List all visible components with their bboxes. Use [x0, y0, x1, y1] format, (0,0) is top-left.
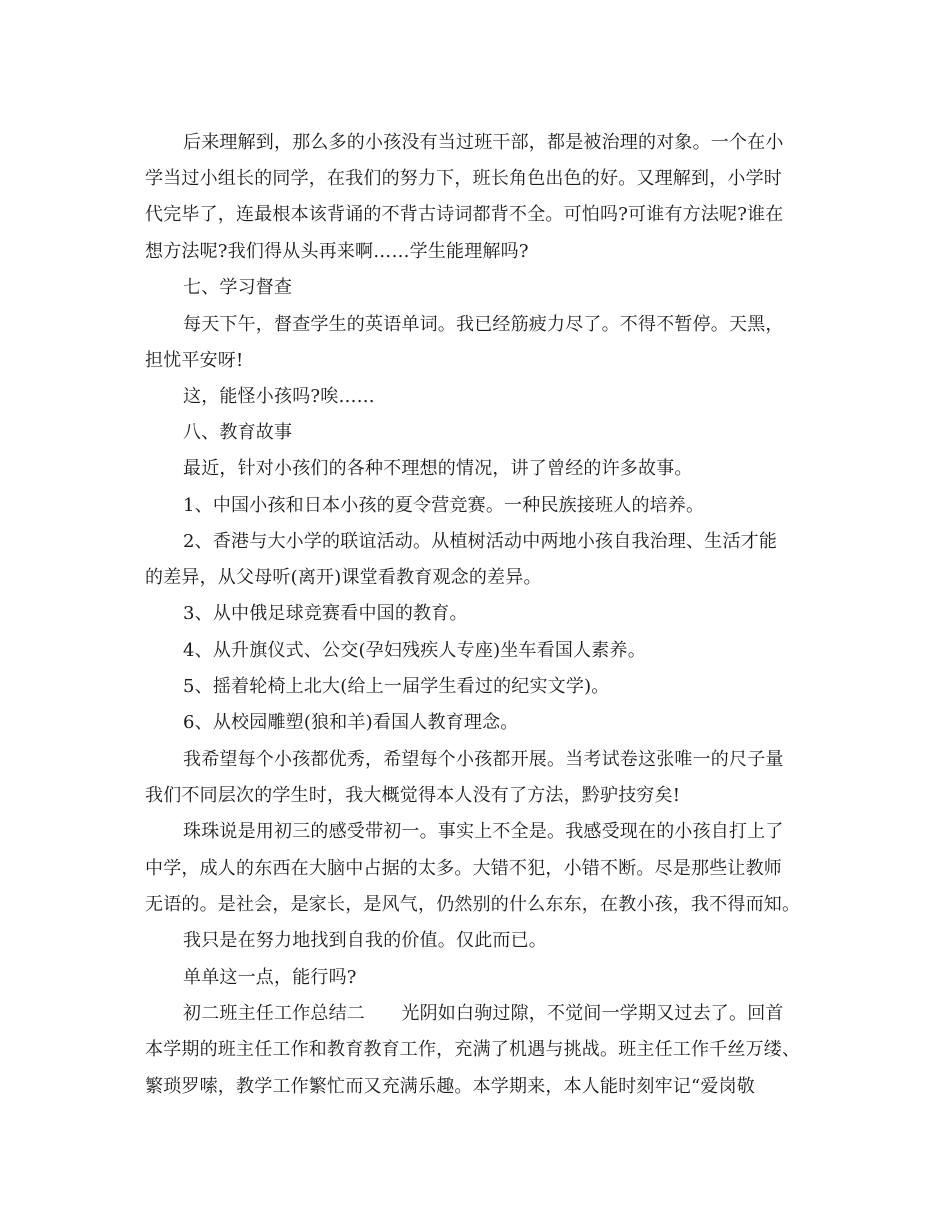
list-item: 2、香港与大小学的联谊活动。从植树活动中两地小孩自我治理、生活才能 [183, 531, 778, 552]
list-item: 6、从校园雕塑(狼和羊)看国人教育理念。 [183, 712, 519, 733]
text-line: 担忧平安呀! [145, 350, 244, 371]
section-heading: 七、学习督查 [183, 277, 293, 298]
text-line: 学当过小组长的同学，在我们的努力下，班长角色出色的好。又理解到，小学时 [145, 168, 782, 189]
list-item: 4、从升旗仪式、公交(孕妇残疾人专座)坐车看国人素养。 [183, 640, 646, 661]
text-line: 的差异，从父母听(离开)课堂看教育观念的差异。 [145, 567, 542, 588]
text-line: 每天下午，督查学生的英语单词。我已经筋疲力尽了。不得不暂停。天黑， [183, 314, 784, 335]
list-item: 1、中国小孩和日本小孩的夏令营竞赛。一种民族接班人的培养。 [183, 495, 705, 516]
list-item: 3、从中俄足球竞赛看中国的教育。 [183, 603, 468, 624]
text-line: 中学，成人的东西在大脑中占据的太多。大错不犯，小错不断。尽是那些让教师 [145, 858, 782, 879]
text-line: 本学期的班主任工作和教育教育工作，充满了机遇与挑战。班主任工作千丝万缕、 [145, 1039, 801, 1060]
text-line: 繁琐罗嗦，教学工作繁忙而又充满乐趣。本学期来，本人能时刻牢记“爱岗敬 [145, 1076, 755, 1097]
text-line: 后来理解到，那么多的小孩没有当过班干部，都是被治理的对象。一个在小 [183, 132, 784, 153]
text-line: 我希望每个小孩都优秀，希望每个小孩都开展。当考试卷这张唯一的尺子量 [183, 749, 784, 770]
text-line: 珠珠说是用初三的感受带初一。事实上不全是。我感受现在的小孩自打上了 [183, 821, 784, 842]
text-line: 最近，针对小孩们的各种不理想的情况，讲了曾经的许多故事。 [183, 458, 693, 479]
section-heading: 八、教育故事 [183, 422, 293, 443]
list-item: 5、摇着轮椅上北大(给上一届学生看过的纪实文学)。 [183, 676, 610, 697]
text-line: 无语的。是社会，是家长，是风气，仍然别的什么东东，在教小孩，我不得而知。 [145, 894, 801, 915]
text-line: 我只是在努力地找到自我的价值。仅此而已。 [183, 930, 547, 951]
text-line: 单单这一点，能行吗? [183, 967, 357, 988]
text-line: 我们不同层次的学生时，我大概觉得本人没有了方法，黔驴技穷矣! [145, 785, 681, 806]
text-line: 代完毕了，连最根本该背诵的不背古诗词都背不全。可怕吗?可谁有方法呢?谁在 [145, 204, 784, 225]
text-line: 初二班主任工作总结二 光阴如白驹过隙，不觉间一学期又过去了。回首 [183, 1003, 784, 1024]
text-line: 想方法呢?我们得从头再来啊……学生能理解吗? [145, 241, 529, 262]
text-line: 这，能怪小孩吗?唉…… [183, 386, 375, 407]
